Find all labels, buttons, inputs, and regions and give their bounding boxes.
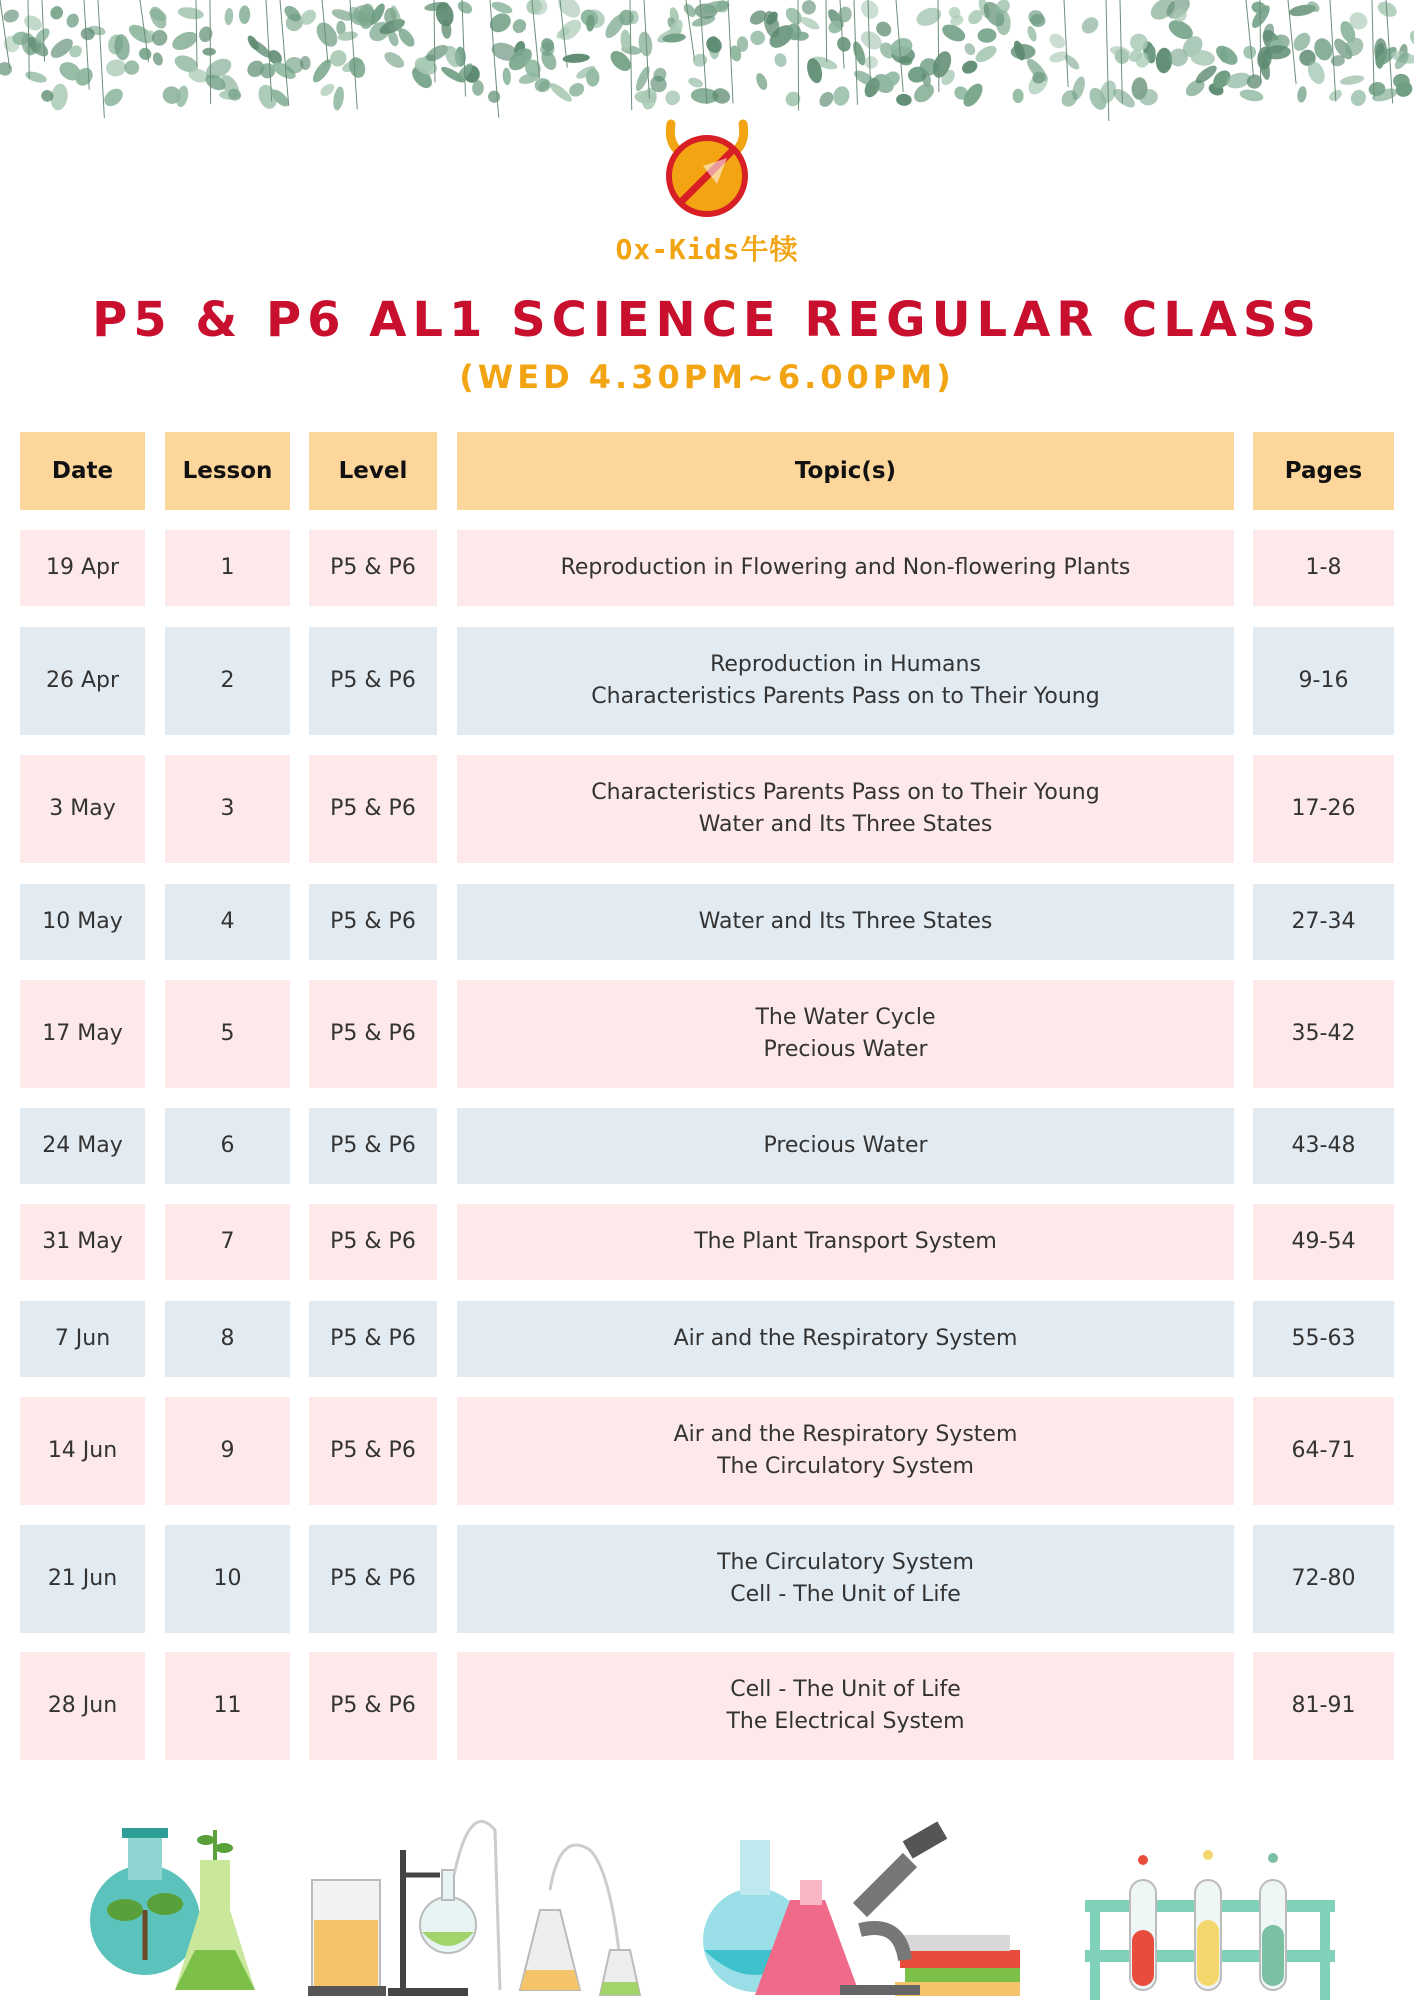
- topic-line: The Circulatory System: [717, 1550, 974, 1575]
- row-lesson: 3: [165, 755, 290, 863]
- topic-line: The Plant Transport System: [694, 1229, 997, 1254]
- row-date: 28 Jun: [20, 1652, 145, 1760]
- row-level: P5 & P6: [309, 1397, 437, 1505]
- row-pages: 64-71: [1253, 1397, 1394, 1505]
- row-lesson: 6: [165, 1108, 290, 1184]
- row-topics: [457, 1525, 1234, 1633]
- row-level: P5 & P6: [309, 1204, 437, 1280]
- row-topics: [457, 1397, 1234, 1505]
- row-pages: 72-80: [1253, 1525, 1394, 1633]
- topic-line: Water and Its Three States: [698, 909, 993, 934]
- row-date: 26 Apr: [20, 627, 145, 735]
- row-pages: 81-91: [1253, 1652, 1394, 1760]
- row-lesson: 7: [165, 1204, 290, 1280]
- row-date: 17 May: [20, 980, 145, 1088]
- row-date: 24 May: [20, 1108, 145, 1184]
- plant-flask-icon: [90, 1828, 255, 1990]
- row-date: 19 Apr: [20, 530, 145, 606]
- topic-line: Water and Its Three States: [698, 812, 993, 837]
- row-topics: [457, 627, 1234, 735]
- row-topics: [457, 1652, 1234, 1760]
- row-pages: 1-8: [1253, 530, 1394, 606]
- row-level: P5 & P6: [309, 530, 437, 606]
- science-illustrations: [0, 1800, 1414, 2000]
- class-schedule-time: (WED 4.30PM~6.00PM): [459, 358, 955, 396]
- row-topics: [457, 530, 1234, 606]
- row-level: P5 & P6: [309, 627, 437, 735]
- row-date: 3 May: [20, 755, 145, 863]
- column-header-date: Date: [20, 432, 145, 510]
- row-date: 31 May: [20, 1204, 145, 1280]
- row-pages: 27-34: [1253, 884, 1394, 960]
- row-level: P5 & P6: [309, 1525, 437, 1633]
- row-lesson: 11: [165, 1652, 290, 1760]
- row-lesson: 2: [165, 627, 290, 735]
- microscope-flask-icon: [703, 1821, 1020, 1996]
- row-lesson: 1: [165, 530, 290, 606]
- brand-name: Ox-Kids牛犊: [615, 233, 799, 266]
- row-level: P5 & P6: [309, 884, 437, 960]
- row-lesson: 8: [165, 1301, 290, 1377]
- row-pages: 55-63: [1253, 1301, 1394, 1377]
- row-topics: [457, 1108, 1234, 1184]
- topic-line: The Water Cycle: [755, 1005, 936, 1030]
- row-lesson: 4: [165, 884, 290, 960]
- row-level: P5 & P6: [309, 1652, 437, 1760]
- column-header-pages: Pages: [1253, 432, 1394, 510]
- row-date: 14 Jun: [20, 1397, 145, 1505]
- topic-line: Air and the Respiratory System: [673, 1326, 1018, 1351]
- page-title: P5 & P6 AL1 SCIENCE REGULAR CLASS: [92, 292, 1322, 348]
- row-date: 7 Jun: [20, 1301, 145, 1377]
- row-topics: [457, 884, 1234, 960]
- topic-line: Reproduction in Flowering and Non-flowering Plants: [560, 555, 1131, 580]
- row-lesson: 9: [165, 1397, 290, 1505]
- topic-line: Precious Water: [763, 1133, 928, 1158]
- row-topics: [457, 980, 1234, 1088]
- column-header-lesson: Lesson: [165, 432, 290, 510]
- row-pages: 35-42: [1253, 980, 1394, 1088]
- row-pages: 49-54: [1253, 1204, 1394, 1280]
- topic-line: Characteristics Parents Pass on to Their Young: [591, 780, 1100, 805]
- row-lesson: 5: [165, 980, 290, 1088]
- topic-line: The Electrical System: [726, 1709, 965, 1734]
- row-lesson: 10: [165, 1525, 290, 1633]
- row-level: P5 & P6: [309, 755, 437, 863]
- row-pages: 43-48: [1253, 1108, 1394, 1184]
- column-header-topics: Topic(s): [457, 432, 1234, 510]
- lab-stand-beaker-icon: [308, 1821, 640, 1996]
- topic-line: Reproduction in Humans: [710, 652, 981, 677]
- row-topics: [457, 1204, 1234, 1280]
- row-topics: [457, 755, 1234, 863]
- row-level: P5 & P6: [309, 1301, 437, 1377]
- topic-line: The Circulatory System: [717, 1454, 974, 1479]
- row-level: P5 & P6: [309, 980, 437, 1088]
- row-level: P5 & P6: [309, 1108, 437, 1184]
- row-date: 10 May: [20, 884, 145, 960]
- column-header-level: Level: [309, 432, 437, 510]
- topic-line: Precious Water: [763, 1037, 928, 1062]
- row-pages: 17-26: [1253, 755, 1394, 863]
- test-tube-rack-icon: [1085, 1850, 1335, 2000]
- topic-line: Characteristics Parents Pass on to Their Young: [591, 684, 1100, 709]
- row-pages: 9-16: [1253, 627, 1394, 735]
- row-topics: [457, 1301, 1234, 1377]
- topic-line: Air and the Respiratory System: [673, 1422, 1018, 1447]
- topic-line: Cell - The Unit of Life: [730, 1582, 961, 1607]
- topic-line: Cell - The Unit of Life: [730, 1677, 961, 1702]
- row-date: 21 Jun: [20, 1525, 145, 1633]
